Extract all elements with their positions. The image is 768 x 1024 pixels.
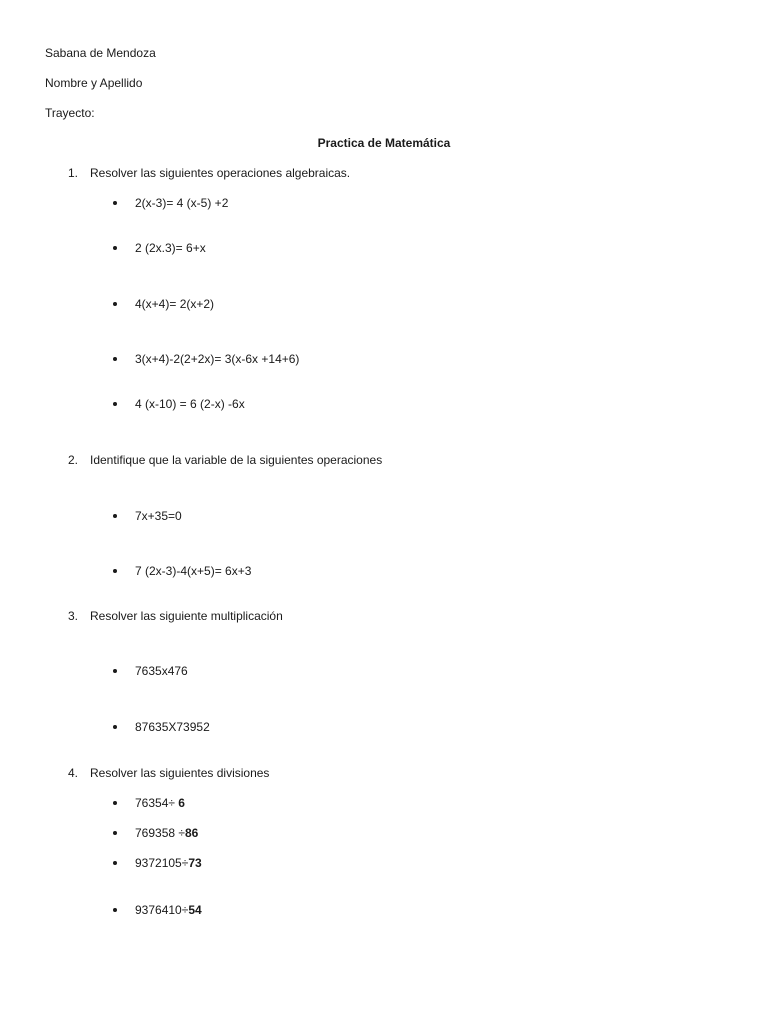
list-item: 3(x+4)-2(2+2x)= 3(x-6x +14+6) (135, 352, 300, 366)
list-item: 2 (2x.3)= 6+x (135, 241, 206, 255)
bullet-icon (113, 569, 117, 573)
section-number: 3. (67, 609, 78, 623)
divisor: 86 (184, 826, 199, 840)
bullet-icon (113, 725, 117, 729)
bullet-icon (113, 302, 117, 306)
page-title: Practica de Matemática (317, 136, 451, 150)
bullet-icon (113, 402, 117, 406)
list-item: 7 (2x-3)-4(x+5)= 6x+3 (135, 564, 252, 578)
dividend: 769358 ÷ (135, 826, 185, 840)
list-item (135, 855, 202, 871)
section-heading: Resolver las siguiente multiplicación (90, 609, 283, 623)
divisor: 54 (188, 903, 202, 917)
section-heading: Resolver las siguientes operaciones algebraicas. (90, 166, 351, 180)
section-heading: Identifique que la variable de la siguientes operaciones (90, 453, 383, 467)
dividend: 9376410÷ (135, 903, 189, 917)
list-item (135, 825, 198, 841)
bullet-icon (113, 201, 117, 205)
list-item: 7x+35=0 (135, 509, 182, 523)
bullet-icon (113, 246, 117, 250)
list-item: 7635x476 (135, 664, 188, 678)
bullet-icon (113, 357, 117, 361)
section-heading: Resolver las siguientes divisiones (90, 766, 270, 780)
section-number: 4. (67, 766, 78, 780)
school-name: Sabana de Mendoza (45, 46, 156, 60)
list-item: 4 (x-10) = 6 (2-x) -6x (135, 397, 245, 411)
list-item: 4(x+4)= 2(x+2) (135, 297, 215, 311)
bullet-icon (113, 514, 117, 518)
dividend: 76354÷ (135, 796, 179, 810)
list-item: 87635X73952 (135, 720, 210, 734)
bullet-icon (113, 669, 117, 673)
bullet-icon (113, 831, 117, 835)
route-label: Trayecto: (45, 106, 95, 120)
bullet-icon (113, 908, 117, 912)
divisor: 73 (188, 856, 202, 870)
section-number: 1. (67, 166, 78, 180)
divisor: 6 (178, 796, 185, 810)
list-item (135, 902, 202, 918)
list-item: 2(x-3)= 4 (x-5) +2 (135, 196, 229, 210)
list-item (135, 795, 185, 811)
dividend: 9372105÷ (135, 856, 189, 870)
section-number: 2. (67, 453, 78, 467)
name-label: Nombre y Apellido (45, 76, 143, 90)
bullet-icon (113, 861, 117, 865)
bullet-icon (113, 801, 117, 805)
